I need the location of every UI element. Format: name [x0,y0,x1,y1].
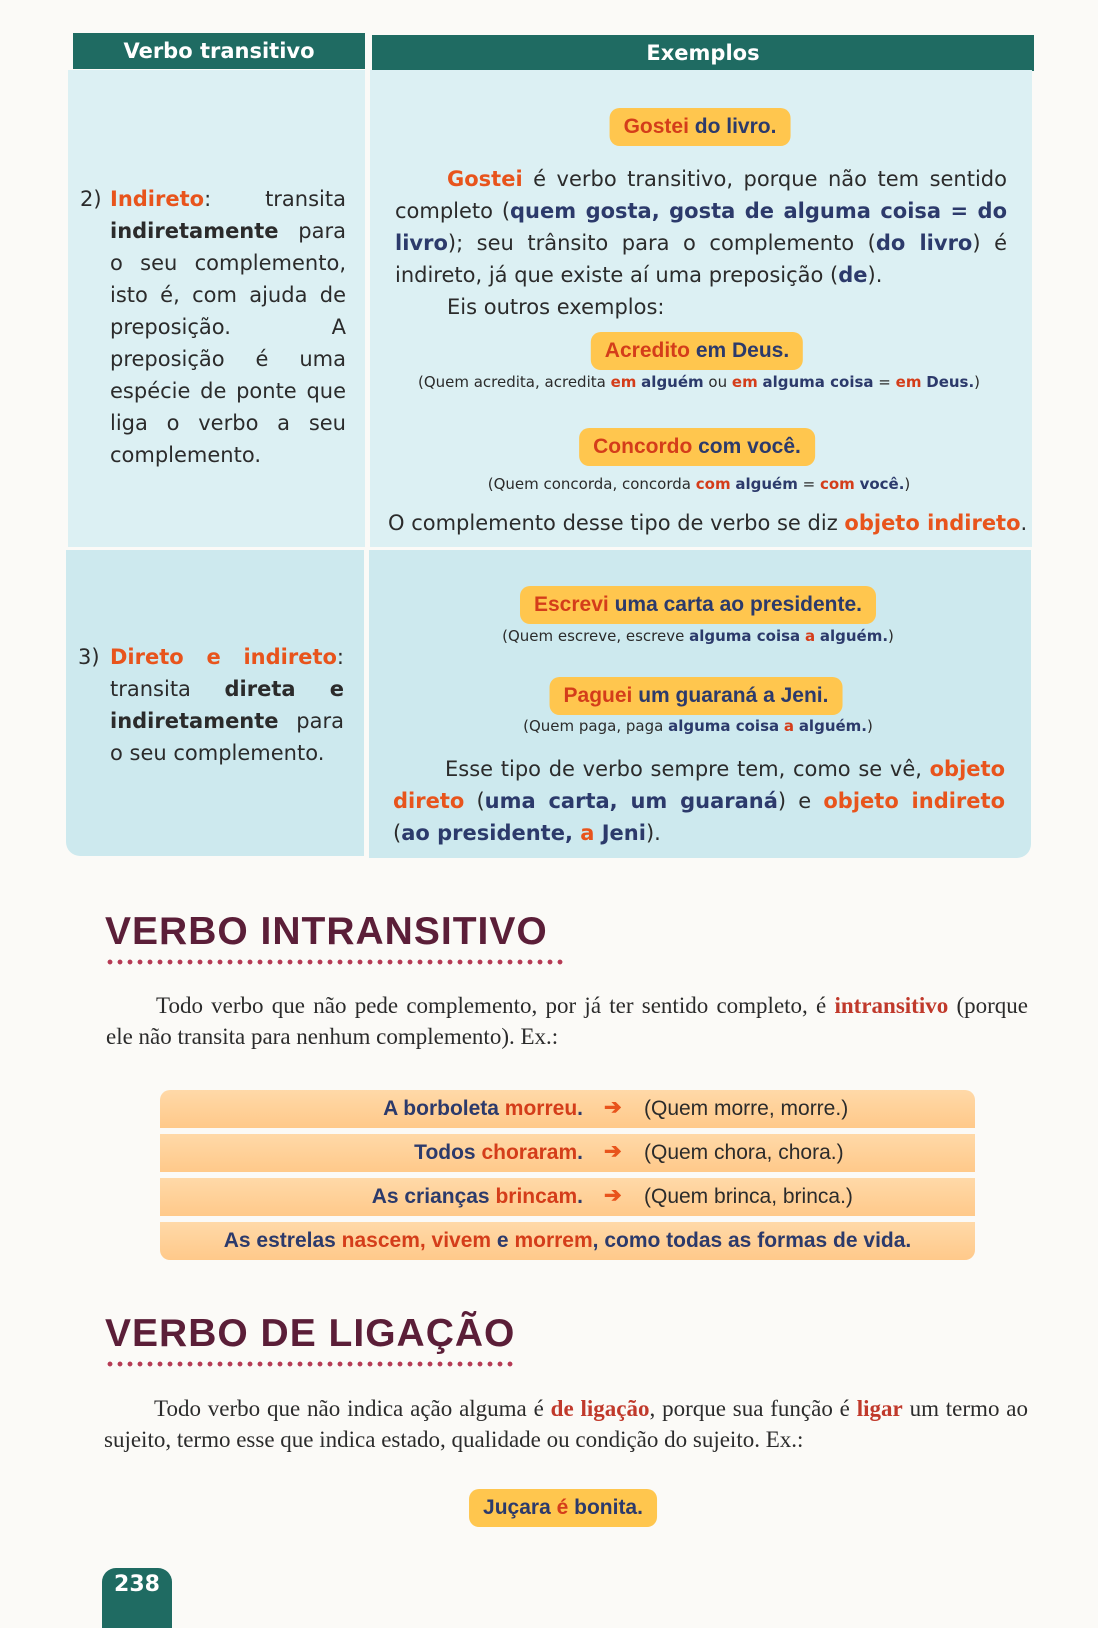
example-concordo: Concordo com você. [579,428,815,466]
example-row: A borboleta morreu. ➔ (Quem morre, morre.) [160,1090,975,1128]
row1-conclusion: O complemento desse tipo de verbo se diz objeto indireto. [388,511,1028,535]
arrow-icon: ➔ [604,1140,622,1163]
section-title-intransitivo: VERBO INTRANSITIVO [105,910,548,953]
example-paguei: Paguei um guaraná a Jeni. [550,677,843,715]
title-dots-divider [105,1360,515,1368]
title-dots-divider [105,958,565,966]
row2-definition: 3) Direto e indireto: transita direta e indiretamente para o seu complemento. [78,645,344,765]
ligacao-paragraph: Todo verbo que não indica ação alguma é de ligação, porque sua função é ligar um termo ao sujeito, termo esse que indica estado, qualidade ou condição do sujeito. Ex.: [104,1396,1028,1452]
example-jucara: Juçara é bonita. [469,1489,657,1527]
paren-acredito: (Quem acredita, acredita em alguém ou em alguma coisa = em Deus.) [417,373,981,391]
row1-explanation: Gostei é verbo transitivo, porque não tem sentido completo (quem gosta, gosta de alguma coisa = do livro); seu trânsito para o complemento (do livro) é indireto, já que existe aí uma preposição (de). [395,167,1008,287]
table-header-left: Verbo transitivo [73,33,365,69]
example-row-full: As estrelas nascem, vivem e morrem, como todas as formas de vida. [160,1222,975,1260]
row2-summary: Esse tipo de verbo sempre tem, como se vê, objeto direto (uma carta, um guaraná) e objeto indireto (ao presidente, a Jeni). [393,757,1005,845]
example-escrevi: Escrevi uma carta ao presidente. [520,586,876,624]
others-label: Eis outros exemplos: [447,295,665,319]
example-acredito: Acredito em Deus. [591,332,803,370]
paren-paguei: (Quem paga, paga alguma coisa a alguém.) [523,717,873,735]
example-row: As crianças brincam. ➔ (Quem brinca, brinca.) [160,1178,975,1216]
row1-definition: 2) Indireto: transita indiretamente para o seu complemento, isto é, com ajuda de preposição. A preposição é uma espécie de ponte que liga o verbo a seu complemento. [80,187,346,467]
paren-escrevi: (Quem escreve, escreve alguma coisa a alguém.) [502,627,894,645]
example-row: Todos choraram. ➔ (Quem chora, chora.) [160,1134,975,1172]
arrow-icon: ➔ [604,1096,622,1119]
paren-concordo: (Quem concorda, concorda com alguém = com você.) [487,475,911,493]
example-gostei: Gostei do livro. [610,108,791,146]
page-number: 238 [102,1568,172,1628]
table-header-right: Exemplos [372,35,1034,71]
intransitivo-paragraph: Todo verbo que não pede complemento, por já ter sentido completo, é intransitivo (porque ele não transita para nenhum complemento). Ex.: [106,993,1028,1049]
section-title-ligacao: VERBO DE LIGAÇÃO [105,1312,516,1355]
arrow-icon: ➔ [604,1184,622,1207]
